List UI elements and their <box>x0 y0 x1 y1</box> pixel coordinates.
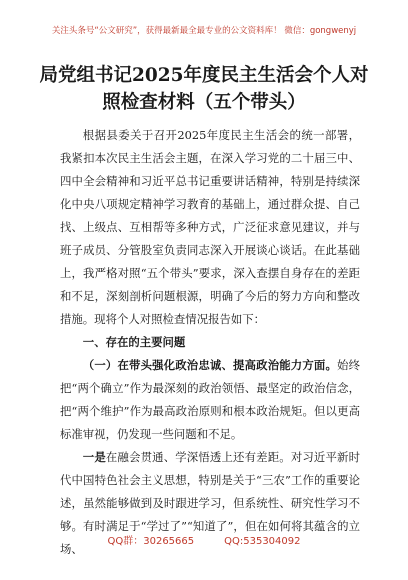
subsection-paragraph <box>60 354 360 446</box>
subsection-heading: （一）在带头强化政治忠诚、提高政治能力方面。 <box>82 358 338 372</box>
document-body <box>60 124 360 561</box>
promo-banner: 关注头条号“公文研究”，获得最新最全最专业的公文资料库！ 微信：gongwenyj <box>51 26 357 36</box>
point-lead: 一是 <box>82 450 106 464</box>
contact-footer <box>0 532 408 547</box>
subsection-text: 始终把“两个确立”作为最深刻的政治领悟、最坚定的政治信念，把“两个维护”作为最高政治原则和根本政治规矩。但以更高标准审视，仍发现一些问题和不足。 <box>60 358 360 441</box>
title-line-2: 照检查材料（五个带头） <box>102 92 306 113</box>
point-text: 在融会贯通、学深悟透上还有差距。对习近平新时代中国特色社会主义思想，特别是关于“三农”工作的重要论述，虽然能够做到及时跟进学习，但系统性、研究性学习不够。有时满足于“学过了”“知道了”，但在如何将其蕴含的立场、 <box>60 450 360 556</box>
document-title <box>0 62 408 116</box>
intro-paragraph: 根据县委关于召开2025年度民主生活会的统一部署，我紧扣本次民主生活会主题，在深入学习党的二十届三中、四中全会精神和习近平总书记重要讲话精神，特别是持续深化中央八项规定精神学习教育的基础上，通过群众提、自己找、上级点、互相帮等多种方式，广泛征求意见建议，并与班子成员、分管股室负责同志深入开展谈心谈话。在此基础上，我严格对照“五个带头”要求，深入查摆自身存在的差距和不足，深刻剖析问题根源，明确了今后的努力方向和整改措施。现将个人对照检查情况报告如下： <box>60 128 360 326</box>
title-line-1: 局党组书记2025年度民主生活会个人对 <box>39 65 369 86</box>
section-heading: 一、存在的主要问题 <box>82 335 186 349</box>
qq-number: QQ:535304092 <box>224 536 301 547</box>
qq-group: QQ群：30265665 <box>107 536 195 547</box>
